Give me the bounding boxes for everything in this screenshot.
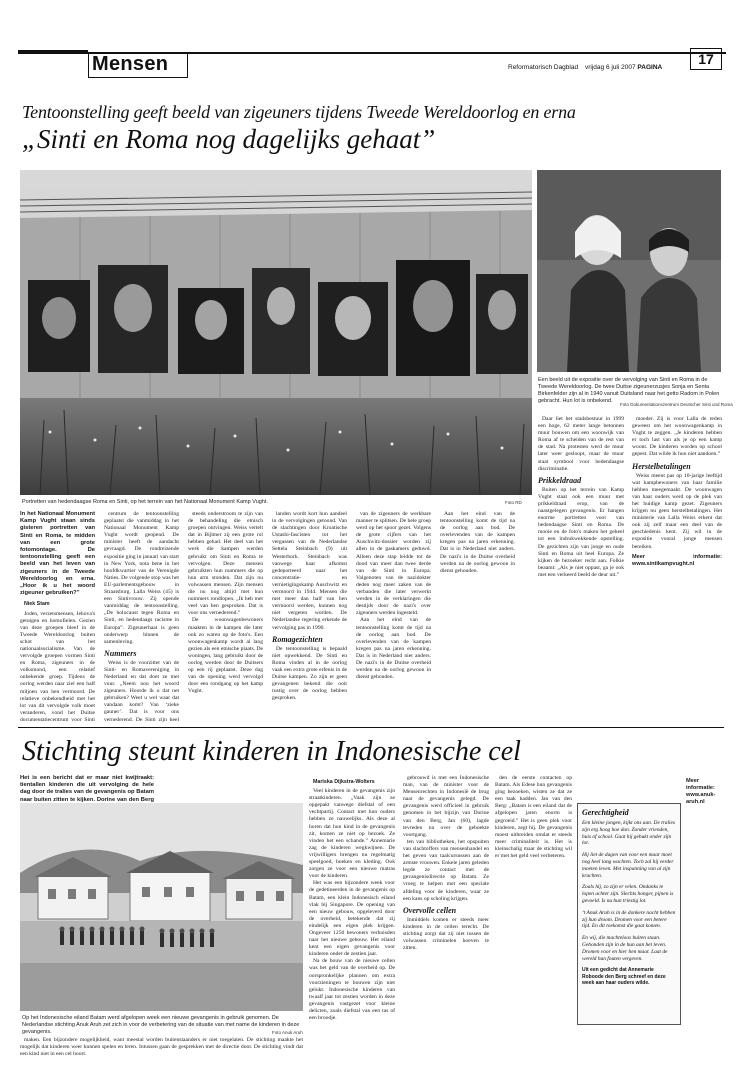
article1-text: Weiss meent pas op 10-jarige leeftijd wat kampbewoners van haar familie hebben meegemaakt. De woonwagen van haar ouders werd op de plek van het huidige kamp gezet. Zigeuners krijgen nu geen herstelbetalingen. Het ministerie van Lalla Weiss erkent dat ook zij zelf maar een deel van de geschiedenis kent. Zij wil in de expositie vooral jonge mensen bereiken. [632,472,722,550]
poem-stanza: Hij liet de dagen van voor een maar moet nog heel lang wachten. Toch zal hij verder moeten leven. Met inspanning van al zijn krachten. [582,852,674,879]
article1-subhead-prikkeldraad: Prikkeldraad [538,475,582,485]
article1-info-url: Meer informatie: www.sintikampvught.nl [632,553,722,567]
article1-column-3 [188,511,263,723]
article1-text: van de zigeuners de werkbare manner te splitsen. De hele groep werd op het spoor gezet. Volgens de grote cijfers van het Auschwitz-dossier worden zij allen in de gaskamers geduwd. Alleen deze stap leidde tot de dood van meer dan twee derde van de Sinti in Europa. Valgenoten van de nazidokter deden nog meer zaken van de verbanden die later verwerkt werden in de verklaringen die destijds door de nazi's over zigeuners werden ingesteld. [356,511,431,617]
side-photo-sisters [537,170,721,372]
article1-column-7 [538,416,624,724]
article1-kicker: Tentoonstelling geeft beeld van zigeuners tijdens Tweede Wereldoorlog en erna [22,102,576,122]
article2-text: maken. Een bijzondere mogelijkheid, want meestal worden buitenstaanders er niet toegelaten. De stichting maakte het mogelijk dat kinderen weer kunnen spelen en leren. Intussen gaan de gesprekken met de directie door. De stichting vindt dat een kind niet in een cel hoort. [20,1037,303,1058]
article1-column-1 [20,511,95,723]
article1-text: De woonwagenbewoners maakten in de kampen die later ook zo waren op de foto's. Een woonwagenkamp wordt al lang gezien als een etnische plaats. De woningen, lang gebruikt door de oorlog werden door de Duitsers op een rij geplaatst. Deze dag van de opening werd vervolgd door een rondgang op het kamp Vught. [188,617,263,695]
article1-text: Weiss is de voorzitter van de Sinti- en Romavereniging in Nederland en dat doet ze met vuur. „Neem nou het woord zigeuners. Hoorde ik u dat net gebruiken? Weet u wel waar dat vandaan komt? Van ‘zieke gauner’. Dat is voor ons vernederend. De Sinti zijn heel [104,659,179,723]
article2-column-mid2 [403,775,489,1063]
article1-text: Joden, verzetsmensen, Jehova's getuigen en homofielen. Gezien van deze groepen bleef in de Tweede Wereldoorlog buiten schot van het nationaalsocialisme. Van de vervolgde groepen vormen Sinti en Roma, zigeuners in de volksmond, een relatief onbekende groep. Tijdens de oorlog werden naar ziel een half miljoen van hen vermoord. De relatieve onbekendheid met het lot van dit vervolgde volk moet veranderen, vond het Duitse documentatiecentrum voor Sinti [20,610,95,723]
article1-text: Aan het eind van de tentoonstelling komt de tijd na de oorlog aan bod. De overlevenden van de kampen kregen pas na jaren erkenning. Dat is in Nederland niet anders. De nazi's in de Duitse overheid werden na de oorlog gewoon in dienst gehouden. [440,511,515,574]
poem-credit: Uit een gedicht dat Annemarie Roboode den Berg schreef en deze week aan haar ouders wilde. [582,967,666,986]
main-photo-credit: Foto RD [505,500,522,505]
poem-stanza: Een kleine jongen, kijkt ons aan. De tralies zijn erg hoog hoe dan. Zonder vrienden, huis of school. Gaat hij gebukt onder zijn lot. [582,820,675,847]
prison-photo [20,803,303,1011]
article1-text: landen wordt kort hun aandeel in de vervolgingen getoond. Van de slachtingen door Kroatische Ustashi-fascisten tot het vergassen van de Nederlandse Settela Steinbach (9) uit Westerbork. Steinbach was vanwege haar afkomst gedeporteerd naar het concentratie- en vernietigingskamp Auschwitz en vermoord in 1944. Mensen die met meer dan half van hen vermoord werden, kunnen nog niet vergeten worden. De Nederlandse regering erkende de vervolging pas in 1990. [272,511,347,631]
article1-subhead-romagezichten: Romagezichten [272,634,323,644]
poem-stanza: Zoals hij, zo zijn er velen. Ondanks te lopen achter zijn. Slechts honger, pijnen is gevoeld. Is nu hun triestig lot. [582,884,674,904]
article2-lead-block [20,775,154,803]
poem-stanza: ‘t Anuk Aruh is in de donkere nacht hebben zij hun droom. Dromen voor een betere tijd. En dit toekomst die gaat komen. [582,909,676,930]
section-title: Mensen [92,53,169,75]
article2-text: Veel kinderen in de gevangenis zijn straatkinderen. „Vaak zijn ze opgepakt vanwege diefstal of een vechtpartij. Contact met hun ouders hebben ze nauwelijks. Als deze al horen dat hun kind in de gevangenis zit, komen ze niet op bezoek. Ze vinden het een schande.” Annemarie zag de kinderen wegkwijnen. De vrijwilligers brengen nu regelmatig speelgoed, boeken en kleding. Ook zorgen ze voor een nieuwe matras voor de kinderen. [309,788,395,880]
article2-text: den de eerste contacten op Batam. Als Edese hun gevangenis ging bezoeken, wisten ze dat ze een taak hadden. Jan van den Berg: „Batam is een eiland dat de afgelopen jaren enorm is gegroeid.” Het is geen plek voor kinderen, zegt hij. De gevangenis moest uitbreiden omdat er steeds meer criminaliteit is. Het is kleinschalig maar de stichting wil er met het geld veel verbeteren. [495,775,572,860]
date-text: vrijdag 6 juli 2007 [585,64,636,71]
article2-info-url: Meer informatie: www.anuk-aruh.nl [686,778,716,806]
article2-subhead-overvolle-cellen: Overvolle cellen [403,905,457,915]
article2-column-mid3 [495,775,572,1063]
article1-column-2 [104,511,179,723]
article1-text: centrum de tentoonstelling geplaatst die vanmiddag in het Nationaal Monument Kamp Vught wordt geopend. De minister heeft de aandacht gevraagd. De rondreizende expositie ging in januari van start in New York, nota bene in het hoofdkwartier van de Verenigde Naties. De volgende stop was het EU-parlementsgebouw in Straatsburg. Lalla Weiss (45) is een Sintivrouw. Zij opende vanmiddag de tentoonstelling. „De holocaust tegen Roma en Sinti, en hedendaags racisme in Europa”. Zigeunerhaat is geen onderwerp binnen de samenleving. [104,511,179,645]
article2-text: gebrouwd is met een Indonesische man, van de minister voor de Mensenrechten in Indonesië de brug naar de gevangenis gelegd. De gevangenis werd officieel in gebruik genomen in het bijzijn van Dorine van den Berg, Jan (60), lagde tevreden na over de geboekte voortgang. [403,775,489,838]
article1-text: Daar liet het stadsbestuur in 1999 een hoge, 62 meter lange betonnen muur bouwen om een woonwijk van Roma af te scheiden van de rest van de stad. Na protesten werd de muur later weer gesloopt, maar de muur staat symbool voor hedendaagse discriminatie. [538,416,624,472]
article2-column-right [686,775,722,1063]
article2-text: ten van bibliotheken, het opspuiten van slachtoffers van mensenhandel en het geven van taalcursussen aan de armste vrouwen. Enkele jaren geleden legde ze contact met de gevangenisdirectie op Batam. Ze vroeg te helpen met een speciale afdeling voor de kinderen, waar ze een kans op scholing krijgen. [403,838,489,902]
side-photo-caption: Een beeld uit de expositie over de vervolging van Sinti en Roma in de Tweede Wereldoorlog. De twee Duitse zigeunerzusjes Sonja en Senta Birkenfelder zijn al in 1940 vanuit Duitsland naar het getto Radom in Polen gebracht. Hun lot is onbekend. [538,377,720,404]
article1-column-5 [356,511,431,723]
article1-subhead-herstelbetalingen: Herstelbetalingen [632,461,691,471]
article1-lead: In het Nationaal Monument Kamp Vught staan sinds gisteren portretten van Sinti en Roma, te midden van een grote fotomontage. De tentoonstelling geeft een beeld van het leven van zigeuners in de Tweede Wereldoorlog en erna. „Hoor ik u het woord zigeuner gebruiken?” [20,511,95,597]
article1-text: Aan het eind van de tentoonstelling komt de tijd na de oorlog aan bod. De overlevenden van de kampen kregen pas na jaren erkenning. Dat is in Nederland niet anders. De nazi's in de Duitse overheid werden na de oorlog gewoon in dienst gehouden. [356,617,431,681]
poem-stanza: En wij, die machteloos buiten staan. Gebonden zijn in de hun aan het leven. Dromen voor en hier hen maar. Laat de wereld hun fouten vergeven. [582,935,668,962]
main-photo-caption: Portretten van hedendaagse Roma en Sinti, op het terrein van het Nationaal Monument Kamp Vught. [22,499,268,505]
poem-box [577,803,681,1025]
article1-headline: „Sinti en Roma nog dagelijks gehaat” [22,124,436,154]
article2-byline: Mariska Dijkstra-Wolters [313,779,375,785]
poem-title: Gerechtigheid [582,808,629,817]
side-photo-credit: Foto Dokumentationszentrum Deutscher Sinti und Roma [620,402,733,407]
article1-text: Buiten op het terrein van Kamp Vught staat ook een muur met prikkeldraad erop, van de naastgelegen gevangenis. Er hangen enorme portretten voor van hedendaagse Sinti en Roma. De mooie en de foto's maken het geheel tot een indrukwekkende opstelling. De gezichten zijn van jonge en oude Sinti en Roma uit heel Europa. Ze kijken de bezoeker recht aan. Folkie beaamt: „Als je niet oppast, ga je ook met een verkeerd beeld de deur uit.” [538,486,624,578]
article1-text: moeder. Zij is voor Lalla de reden geweest om het woonwagenkamp in Vught te zeggen. „Je kinderen hebben er toch last van als je op een kamp woont. De kinderen worden op school gepest. Dat wilde ik hun niet aandoen.” [632,416,722,458]
page-date [585,64,662,71]
article-divider [18,727,724,728]
article1-text: De tentoonstelling is bepaald niet opwekkend. De Sinti en Roma vinden al in de oorlog vaak een extra grote erfenis in de Duitse kampen. Zo zijn er geen gevangenen bekend die ooit rustig over de oorlog hebben gesproken. [272,645,347,702]
prison-photo-caption: Op het Indonesische eiland Batam werd afgelopen week een nieuwe gevangenis in gebruik genomen. De Nederlandse stichting Anuk Aruh zet zich in voor de verbetering van de situatie van met name de kinderen in deze gevangenis. [22,1015,300,1035]
article2-text: Na de bouw van de nieuwe cellen was het geld van de overheid op. De oorspronkelijke plannen om extra voorzieningen te bouwen zijn niet gelukt. Indonesische kinderen van twaalf jaar tot zestien worden in deze gevangenis vastgezet voor kleine delicten, zoals diefstal van een tas of een broodje. [309,958,395,1022]
main-photo-portraits-wall [20,170,532,495]
article1-text: steeds onderstroom te zijn van de behandeling die etnisch groepen ontvingen. Weiss vertelt dat in Bijlmer zij een grote rol hebben gehad. Het deel van het werk die kampen werden gebruikt om Sinti en Roma te vervolgen. Deze mensen gebruikten hun nummers die op hun arm stonden. Dat zijn nu volwassen mensen. Zijn mensen die nu nog altijd met hun nummers rondlopen. „Ik heb met veel van hen gesproken. Dat is voor ons vernederend.” [188,511,263,617]
article2-text: Het was een bijzondere week voor de gedetineerden in de gevangenis op Batam, een klein Indonesisch eiland vlak bij Singapore. De opening van een nieuw gebouw, opgeleverd door de overheid, betekende dat zij eindelijk een eigen plek krijgen. Ongeveer 1250 bewoners verhuisden naar het nieuwe gebouw. Het eiland kent een eigen gevangenis voor kinderen onder de zestien jaar. [309,880,395,958]
article1-column-4 [272,511,347,723]
article1-byline: Niek Stam [24,601,50,608]
page-number: 17 [698,51,714,67]
article1-subhead-nummers: Nummers [104,648,137,658]
article1-column-8 [632,416,722,724]
article2-headline: Stichting steunt kinderen in Indonesische cel [22,736,521,767]
paper-name: Reformatorisch Dagblad [508,64,579,71]
page-label: PAGINA [637,64,663,71]
article1-column-6 [440,511,515,723]
prison-photo-credit: Foto Anuk Aruh [272,1030,303,1035]
article2-bottom-row [20,1037,303,1065]
article2-lead: Het is een bericht dat er maar niet kwijtraakt: tientallen kinderen die uit vervolging de hele dag door de tralies van de gevangenis op Batam naar buiten zitten te kijken. Dorine van den Berg [20,775,154,803]
article2-text: Inmiddels komen er steeds meer kinderen in de cellen terecht. De stichting zorgt dat zij niet tussen de volwassen criminelen hoeven te zitten. [403,916,489,952]
article2-column-mid1 [309,775,395,1063]
